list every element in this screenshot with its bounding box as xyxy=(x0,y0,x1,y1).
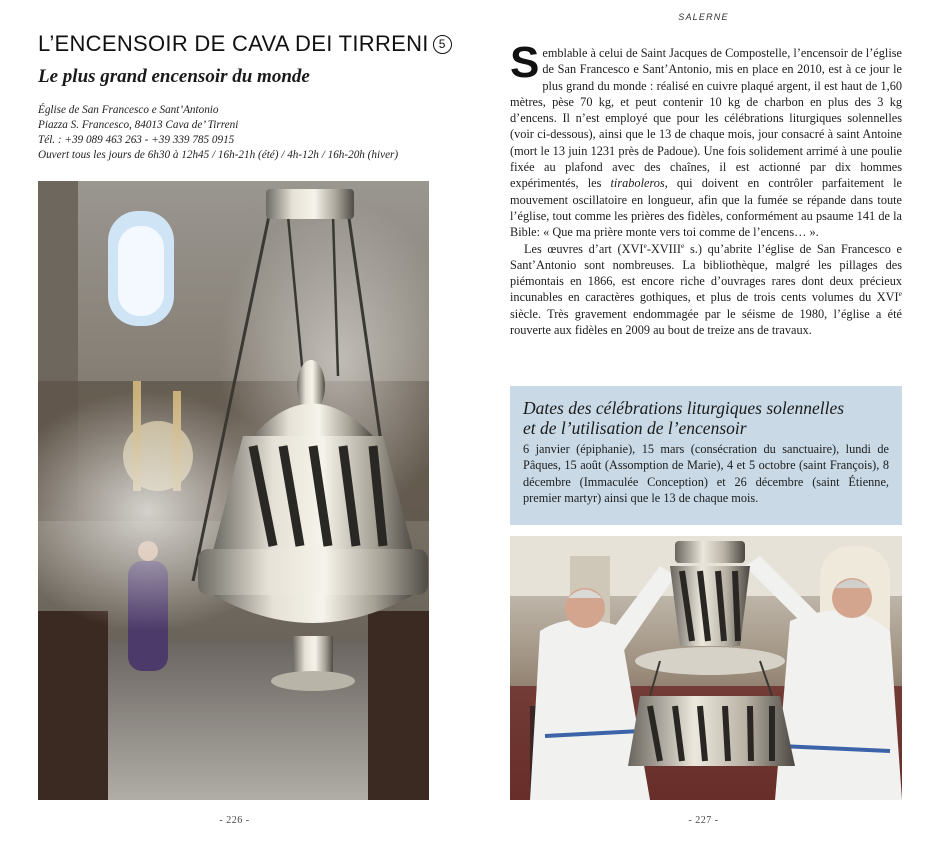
site-number-badge: 5 xyxy=(433,35,452,54)
paragraph-1-part-a: emblable à celui de Saint Jacques de Compostelle, l’encensoir de l’église de San Francesco e Sant’Antonio, mis en place en 2010, est à ce jour le plus grand du monde : réalisé en cuivre plaqué argent, il est haut de 1,60 mètres, pèse 70 kg, et peut contenir 10 kg de charbon en plus des 3 kg d’encens. Il n’est employé que pour les célébrations liturgiques solennelles (voir ci-dessous), ainsi que le 13 de chaque mois, jour consacré à saint Antoine (mort le 13 juin 1231 près de Padoue). Une fois solidement arrimé à une poulie fixée au plafond avec des chaînes, il est actionné par dix hommes expérimentés, les xyxy=(510,46,902,191)
paragraph-2 xyxy=(510,241,902,339)
superscript-1: e xyxy=(643,240,647,250)
superscript-2: e xyxy=(680,240,685,250)
dates-box-title-line-1: Dates des célébrations liturgiques solennelles xyxy=(523,398,845,418)
title-text: L’ENCENSOIR DE CAVA DEI TIRRENI xyxy=(38,31,429,56)
tiraboleros-photo xyxy=(510,536,902,800)
address-line-street: Piazza S. Francesco, 84013 Cava de’ Tirreni xyxy=(38,119,239,131)
paragraph-1 xyxy=(510,38,902,241)
address-line-phone: Tél. : +39 089 463 263 - +39 339 785 0915 xyxy=(38,134,235,146)
page-subtitle: Le plus grand encensoir du monde xyxy=(38,66,310,87)
address-line-church: Église de San Francesco e Sant’Antonio xyxy=(38,104,219,116)
censer-photo-illustration xyxy=(38,181,429,800)
paragraph-1-emphasis: tiraboleros xyxy=(610,176,665,191)
dates-box xyxy=(510,386,902,525)
superscript-3: e xyxy=(898,289,902,299)
page-title xyxy=(38,31,452,57)
dates-box-text: 6 janvier (épiphanie), 15 mars (consécration du sanctuaire), lundi de Pâques, 15 août (Assomption de Marie), 4 et 5 octobre (saint François), 8 décembre (Immaculée Conception) et 26 décembre (saint Étienne, premier martyr) ainsi que le 13 de chaque mois. xyxy=(523,442,889,505)
page-number-left: - 226 - xyxy=(219,815,250,826)
address-line-hours: Ouvert tous les jours de 6h30 à 12h45 / 16h-21h (été) / 4h-12h / 16h-20h (hiver) xyxy=(38,149,399,161)
dates-box-title xyxy=(523,398,889,438)
address-block xyxy=(38,103,448,163)
tiraboleros-photo-illustration xyxy=(510,536,902,800)
running-head: SALERNE xyxy=(678,12,729,22)
dates-box-title-line-2: et de l’utilisation de l’encensoir xyxy=(523,418,747,438)
paragraph-2-part-c: s.) qu’abrite l’église de San Francesco e Sant’Antonio sont nombreuses. La bibliothèque, malgré les pillages des piémontais en 1866, est encore riche d’ouvrages rares dont deux précieux incunables en caractères gothiques, et plus de trois cents volumes du XVI xyxy=(510,241,902,305)
page-number-right: - 227 - xyxy=(688,815,719,826)
body-text xyxy=(510,38,902,338)
paragraph-2-part-a: Les œuvres d’art (XVI xyxy=(524,241,644,256)
paragraph-2-part-b: -XVIII xyxy=(646,241,681,256)
drop-cap: S xyxy=(510,38,540,87)
paragraph-2-part-d: siècle. Très gravement endommagée par le séisme de 1980, l’église a été rouverte aux fidèles en 2009 au bout de treize ans de travaux. xyxy=(510,306,902,338)
right-page xyxy=(469,0,938,843)
censer-photo xyxy=(38,181,429,800)
paragraph-1-part-b: , qui doivent en contrôler parfaitement le mouvement oscillatoire en longueur, afin que la fumée se répande dans toute l’église, tout comme les prières des fidèles, conformément au psaume 141 de la Bible: « Que ma prière monte vers toi comme de l’encens… ». xyxy=(510,176,902,240)
